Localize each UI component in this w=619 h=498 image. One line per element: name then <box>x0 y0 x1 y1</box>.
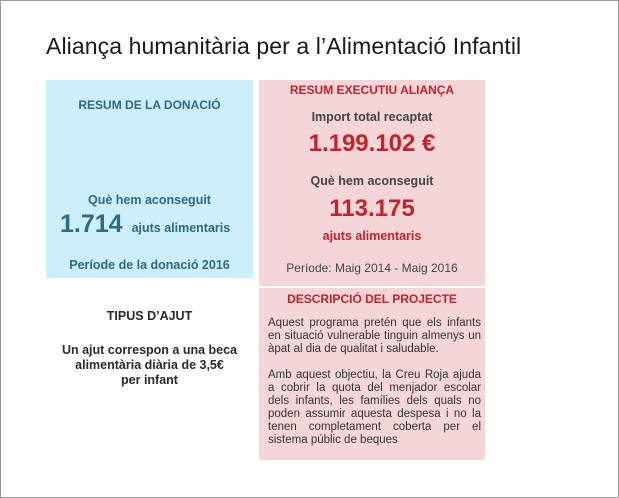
project-description-paragraph-1: Aquest programa pretén que els infants en situació vulnerable tinguin almenys un àpat al dia de qualitat i saludable. <box>268 317 481 355</box>
aid-type-line-2: alimentària diària de 3,5€ <box>75 358 224 372</box>
executive-summary-heading: RESUM EXECUTIU ALIANÇA <box>289 83 455 97</box>
donation-summary-box <box>46 80 253 278</box>
page-title: Aliança humanitària per a l’Alimentació Infantil <box>46 33 522 59</box>
executive-aid-unit: ajuts alimentaris <box>322 229 422 243</box>
donation-period: Període de la donació 2016 <box>69 258 230 272</box>
donation-achieved-label: Què hem aconseguit <box>88 193 211 207</box>
aid-type-line-3: per infant <box>121 373 178 387</box>
executive-period: Període: Maig 2014 - Maig 2016 <box>286 261 458 275</box>
project-description-heading: DESCRIPCIÓ DEL PROJECTE <box>287 292 457 306</box>
donation-aid-row <box>60 210 230 239</box>
project-description-box <box>259 288 485 460</box>
total-raised-label: Import total recaptat <box>311 110 433 124</box>
project-description-text <box>268 317 481 460</box>
donation-aid-count: 1.714 <box>60 210 123 238</box>
total-raised-value: 1.199.102 € <box>308 130 436 157</box>
donation-summary-heading: RESUM DE LA DONACIÓ <box>78 98 221 112</box>
executive-achieved-label: Què hem aconseguit <box>310 174 434 188</box>
aid-type-heading: TIPUS D’AJUT <box>106 309 193 323</box>
aid-type-line-1: Un ajut correspon a una beca <box>61 343 238 357</box>
executive-aid-count: 113.175 <box>329 195 415 222</box>
project-description-paragraph-2: Amb aquest objectiu, la Creu Roja ajuda a cobrir la quota del menjador escolar dels infants, les famílies dels quals no poden assumir aquesta despesa i no la tenen completament coberta per el sistema públic de beques <box>268 369 481 446</box>
donation-aid-unit: ajuts alimentaris <box>131 221 231 235</box>
aid-type-description <box>46 343 253 388</box>
executive-summary-box <box>259 80 485 286</box>
